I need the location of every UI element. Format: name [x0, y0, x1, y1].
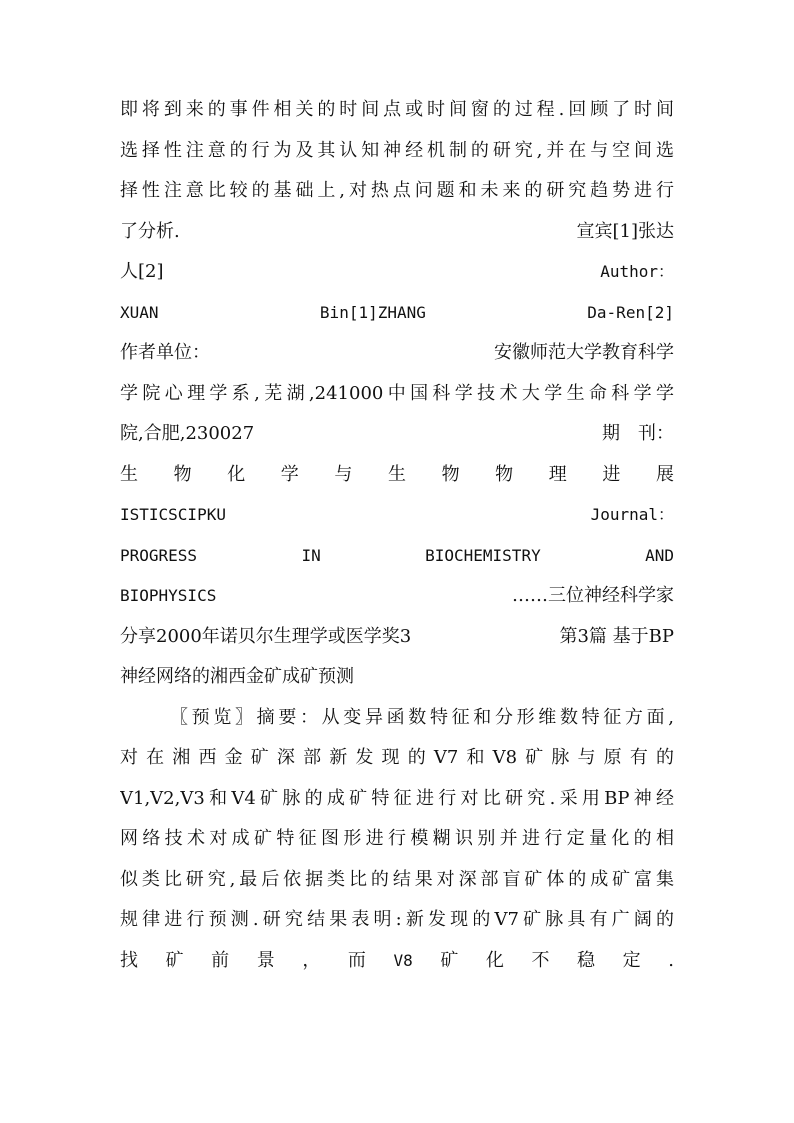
affiliation-text: 安徽师范大学教育科学: [494, 342, 674, 363]
char: 前: [211, 949, 230, 971]
affiliation-line: 学院心理学系,芜湖,241000中国科学技术大学生命科学学: [120, 382, 674, 404]
text-line: 择性注意比较的基础上,对热点问题和未来的研究趋势进行: [120, 180, 674, 201]
char: .: [668, 949, 674, 971]
abstract-line: 规律进行预测.研究结果表明:新发现的V7矿脉具有广阔的: [120, 909, 674, 930]
text-line: 即将到来的事件相关的时间点或时间窗的过程.回顾了时间: [120, 99, 674, 120]
word: BIOPHYSICS: [120, 586, 217, 605]
char: 理: [548, 463, 567, 485]
text-segment: ……三位神经科学家: [512, 585, 674, 606]
char: 学: [280, 463, 299, 485]
journal-label: 期 刊：: [602, 423, 674, 444]
author-cn: 宣宾[1]张达: [576, 220, 674, 242]
abstract-line: V1,V2,V3和V4矿脉的成矿特征进行对比研究.采用BP神经: [120, 787, 674, 809]
char: ，: [302, 949, 321, 971]
article-title: 神经网络的湘西金矿成矿预测: [120, 666, 354, 687]
text-segment: Bin[1]ZHANG: [319, 302, 426, 322]
text-line: [120, 252, 674, 293]
char: 物: [495, 463, 514, 485]
word: BIOCHEMISTRY: [425, 545, 541, 565]
word: PROGRESS: [120, 545, 198, 565]
char: 定: [622, 949, 641, 971]
char: 进: [602, 463, 621, 485]
author-en-line: [120, 293, 674, 334]
abstract-line: 网络技术对成矿特征图形进行模糊识别并进行定量化的相: [120, 828, 674, 849]
text-line: [120, 333, 674, 374]
char: 不: [531, 949, 550, 971]
abstract-last-line: [120, 941, 674, 982]
text-line: [120, 576, 674, 617]
text-line: [120, 617, 674, 658]
text-line: 选择性注意的行为及其认知神经机制的研究,并在与空间选: [120, 139, 674, 161]
char: 矿: [440, 949, 459, 971]
author-cn-cont: 人[2]: [120, 261, 164, 282]
affiliation-label: 作者单位：: [120, 342, 210, 363]
article-heading: 第3篇 基于BP: [559, 625, 674, 647]
char: 生: [387, 463, 406, 485]
author-label: Author：: [600, 262, 674, 281]
text-line: [120, 212, 674, 253]
text-line: [120, 495, 674, 536]
char: 稳: [577, 949, 596, 971]
char: 展: [655, 463, 674, 485]
char: 矿: [165, 949, 184, 971]
word: AND: [645, 545, 674, 565]
abstract-line: 〖预览〗摘要：从变异函数特征和分形维数特征方面,: [170, 706, 674, 728]
char: 与: [334, 463, 353, 485]
journal-name-cn: [120, 455, 674, 496]
text-segment: XUAN: [120, 302, 159, 322]
journal-name-en: [120, 536, 674, 577]
abstract-line: 似类比研究,最后依据类比的结果对深部盲矿体的成矿富集: [120, 868, 674, 890]
char: 景: [256, 949, 275, 971]
text-segment: 分享2000年诺贝尔生理学或医学奖3: [120, 625, 412, 647]
affiliation-cont: 院,合肥,230027: [120, 423, 255, 444]
char: 物: [441, 463, 460, 485]
journal-en-label: Journal：: [590, 505, 674, 524]
char: V8: [393, 950, 413, 970]
index-tags: ISTICSCIPKU: [120, 505, 226, 524]
text-segment: 了分析.: [120, 220, 180, 242]
text-segment: Da-Ren[2]: [587, 302, 674, 322]
char: 化: [227, 463, 246, 485]
document-page: [120, 90, 674, 981]
abstract-line: 对在湘西金矿深部新发现的V7和V8矿脉与原有的: [120, 747, 674, 768]
word: IN: [301, 545, 321, 565]
char: 物: [173, 463, 192, 485]
char: 找: [120, 949, 138, 971]
char: 生: [120, 463, 138, 485]
text-line: [120, 414, 674, 455]
char: 而: [347, 949, 366, 971]
char: 化: [485, 949, 504, 971]
